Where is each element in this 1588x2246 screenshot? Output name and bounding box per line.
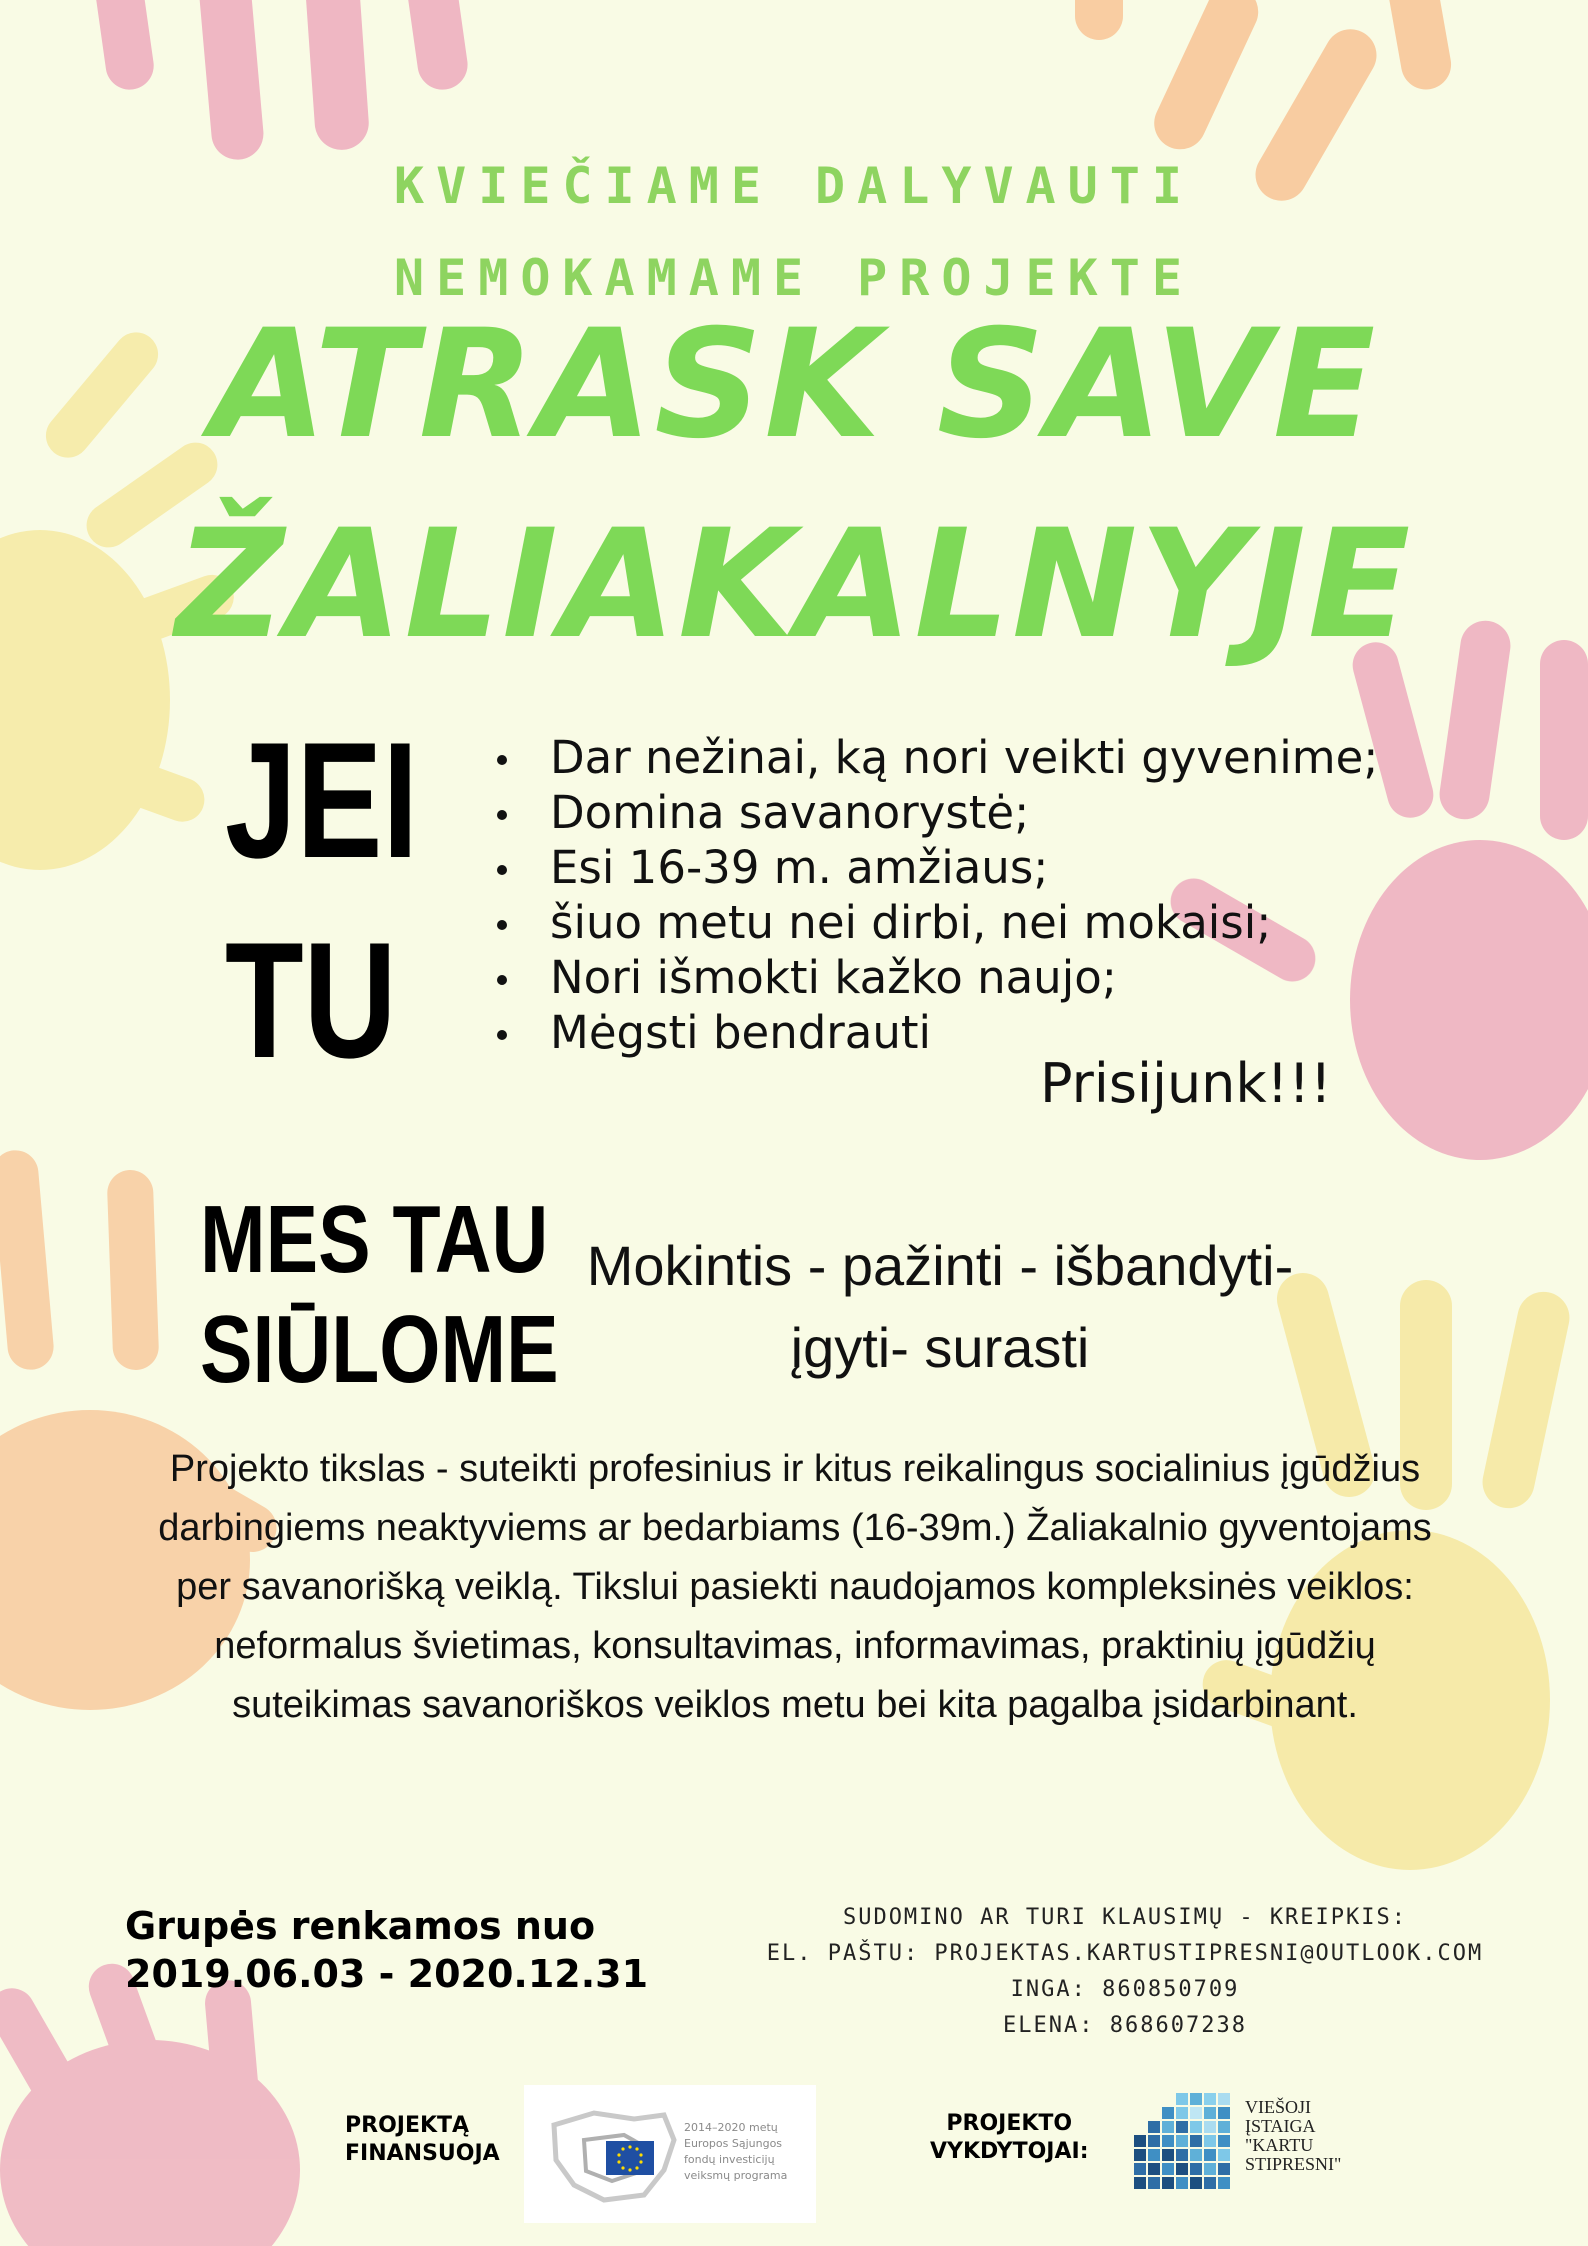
project-description: Projekto tikslas - suteikti profesinius ir kitus reikalingus socialinius įgūdžius darbingiems neaktyviems ar bedarbiams (16-39m.) Žaliakalnio gyventojams per savanorišką veiklą. Tikslui pasiekti naudojamos kompleksinės veiklos: neformalus švietimas, konsultavimas, informavimas, praktinių įgūdžių suteikimas savanoriškos veiklos metu bei kita pagalba įsidarbinant.: [158, 1448, 1432, 1726]
eu-text-line-4: veiksmų programa: [684, 2169, 788, 2182]
org-line-1: VIEŠOJI: [1245, 2097, 1311, 2117]
funding-label-line-1: PROJEKTĄ: [345, 2113, 470, 2138]
group-dates: [125, 1902, 648, 1998]
organization-name: [1245, 2098, 1341, 2174]
list-item: Esi 16-39 m. amžiaus;: [490, 840, 1378, 895]
criteria-list: [490, 730, 1378, 1060]
list-item: Mėgsti bendrauti: [490, 1005, 1378, 1060]
title-line-1: ATRASK SAVE: [210, 298, 1378, 472]
we-offer-line-2: SIŪLOME: [200, 1296, 559, 1403]
implementer-label-line-2: VYKDYTOJAI:: [930, 2139, 1089, 2164]
offer-line-2: įgyti- surasti: [790, 1316, 1090, 1379]
contact-phone-inga: INGA: 860850709: [1010, 1977, 1240, 2002]
list-item: šiuo metu nei dirbi, nei mokaisi;: [490, 895, 1378, 950]
contact-email: EL. PAŠTU: PROJEKTAS.KARTUSTIPRESNI@OUTLOOK.COM: [766, 1941, 1484, 1966]
org-line-2: ĮSTAIGA: [1245, 2116, 1316, 2136]
eu-program-text: [684, 2120, 804, 2184]
we-offer-line-1: MES TAU: [200, 1186, 549, 1293]
funding-label: [345, 2112, 500, 2168]
contact-line-1: SUDOMINO AR TURI KLAUSIMŲ - KREIPKIS:: [842, 1905, 1408, 1930]
if-you-heading: [225, 700, 418, 1100]
implementer-label: [930, 2110, 1089, 2166]
org-line-4: STIPRESNI": [1245, 2154, 1342, 2174]
title-line-2: ŽALIAKALNYJE: [175, 498, 1413, 672]
group-dates-line-1: Grupės renkamos nuo: [125, 1904, 596, 1948]
funding-label-line-2: FINANSUOJA: [345, 2141, 500, 2166]
implementer-label-line-1: PROJEKTO: [946, 2111, 1073, 2136]
org-line-3: "KARTU: [1245, 2135, 1314, 2155]
if-you-line-1: JEI: [225, 708, 419, 892]
eu-text-line-1: 2014–2020 metų: [684, 2121, 778, 2134]
offer-line-1: Mokintis - pažinti - išbandyti-: [586, 1234, 1294, 1297]
project-title: [0, 285, 1588, 685]
list-item: Dar nežinai, ką nori veikti gyvenime;: [490, 730, 1378, 785]
contact-info: [690, 1900, 1560, 2044]
invite-line-2: NEMOKAMAME PROJEKTE: [394, 249, 1194, 307]
eu-text-line-3: fondų investicijų: [684, 2153, 775, 2166]
list-item: Domina savanorystė;: [490, 785, 1378, 840]
if-you-line-2: TU: [225, 908, 397, 1092]
offer-text: [500, 1225, 1380, 1389]
invite-line-1: KVIEČIAME DALYVAUTI: [394, 157, 1194, 215]
list-item: Nori išmokti kažko naujo;: [490, 950, 1378, 1005]
contact-phone-elena: ELENA: 868607238: [1003, 2013, 1247, 2038]
kartu-stipresni-logo-icon: [1126, 2093, 1234, 2193]
group-dates-line-2: 2019.06.03 - 2020.12.31: [125, 1952, 649, 1996]
eu-text-line-2: Europos Sąjungos: [684, 2137, 783, 2150]
join-call-to-action: Prisijunk!!!: [1040, 1052, 1332, 1115]
